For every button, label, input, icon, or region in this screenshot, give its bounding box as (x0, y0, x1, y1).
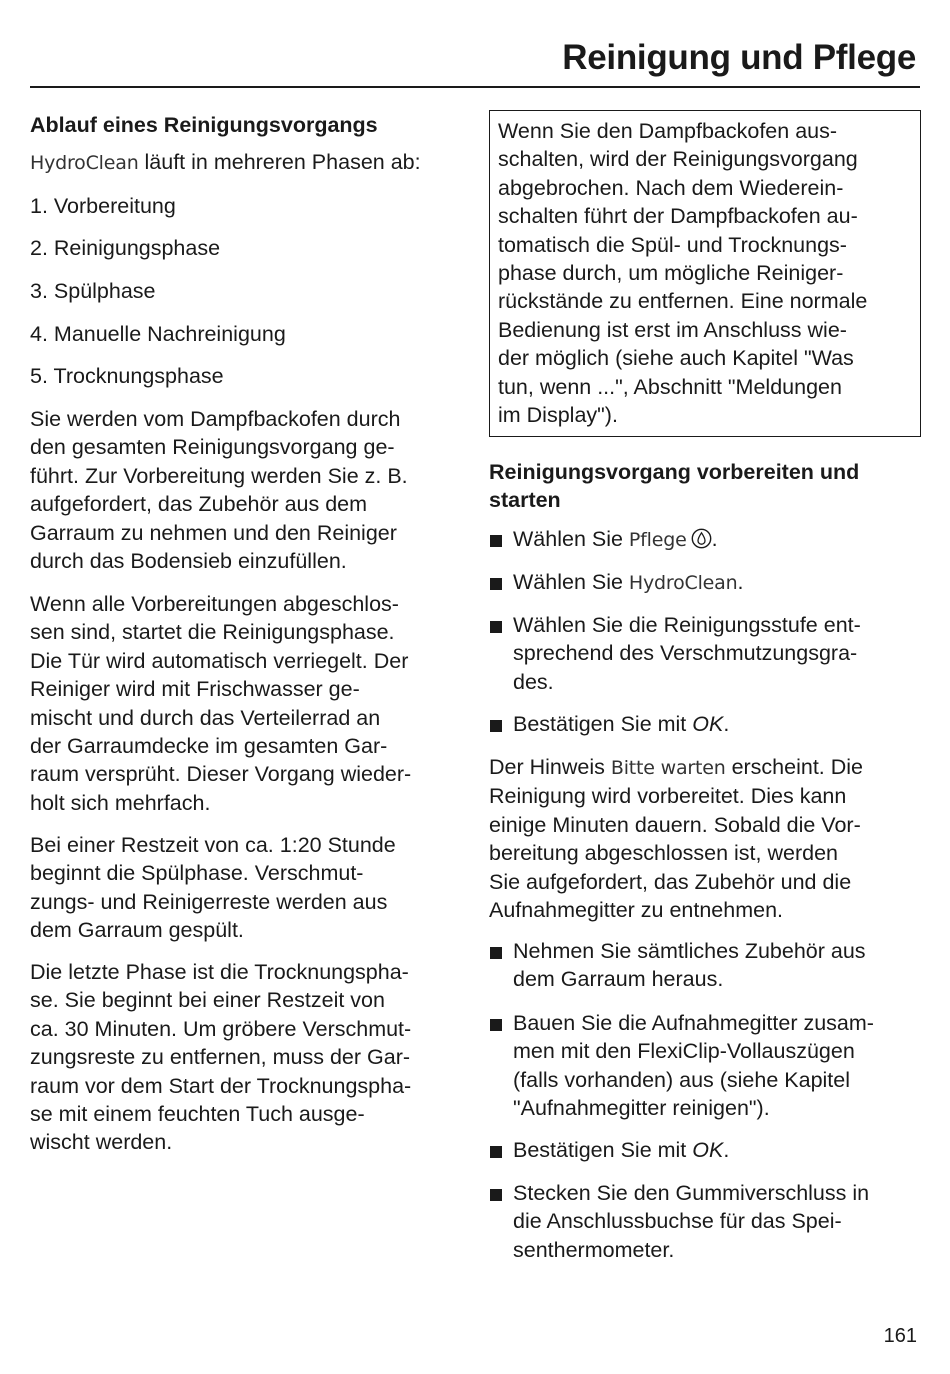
text-line: mischt und durch das Verteilerrad an (30, 705, 381, 730)
text-line: die Anschlussbuchse für das Spei- (513, 1209, 842, 1234)
paragraph-cleaning-phase (30, 590, 411, 817)
text-line: zungsreste zu entfernen, muss der Gar- (30, 1045, 411, 1070)
text-line: abgebrochen. Nach dem Wiederein- (498, 175, 844, 200)
paragraph-please-wait (489, 753, 863, 924)
bullet-square-icon (490, 1189, 502, 1201)
page-title: Reinigung und Pflege (562, 38, 916, 77)
bullet-remove-runners (489, 1009, 874, 1123)
text-span: Bestätigen Sie mit (513, 712, 693, 736)
note-box (489, 110, 921, 437)
bullet-square-icon (490, 720, 502, 732)
bullet-select-care (489, 525, 718, 554)
text-line: holt sich mehrfach. (30, 790, 211, 815)
intro-text: läuft in mehreren Phasen ab: (138, 150, 421, 174)
text-span: Wählen Sie (513, 570, 629, 594)
care-symbol-icon (691, 528, 712, 549)
heading-line: Reinigungsvorgang vorbereiten und (489, 460, 860, 484)
paragraph-rinse-phase (30, 831, 396, 945)
text-line: führt. Zur Vorbereitung werden Sie z. B. (30, 463, 408, 488)
display-text-pflege: Pflege (628, 529, 687, 551)
text-line: sprechend des Verschmutzungsgra- (513, 641, 858, 666)
section-heading-procedure: Ablauf eines Reinigungsvorgangs (30, 113, 378, 137)
text-span: . (711, 527, 718, 551)
section-heading-prepare (489, 458, 859, 515)
bullet-text (513, 568, 743, 597)
text-line: dem Garraum heraus. (513, 967, 724, 992)
text-span: erscheint. Die (725, 755, 864, 779)
text-line: schalten, wird der Reinigungsvorgang (498, 147, 858, 172)
text-line: raum versprüht. Dieser Vorgang wieder- (30, 762, 412, 787)
bullet-remove-accessories (489, 937, 866, 994)
bullet-select-hydroclean (489, 568, 743, 597)
paragraph-drying-phase (30, 958, 411, 1157)
bullet-confirm-ok-2 (489, 1136, 729, 1164)
text-line: Bei einer Restzeit von ca. 1:20 Stunde (30, 833, 396, 857)
text-line: Reinigung wird vorbereitet. Dies kann (489, 784, 847, 809)
bullet-select-level (489, 611, 861, 696)
text-line: Bedienung ist erst im Anschluss wie- (498, 317, 847, 342)
display-text-bitte-warten: Bitte warten (610, 757, 726, 779)
text-line: bereitung abgeschlossen ist, werden (489, 841, 838, 866)
text-line: einige Minuten dauern. Sobald die Vor- (489, 812, 861, 837)
paragraph-guidance (30, 405, 408, 575)
text-line: tomatisch die Spül- und Trocknungs- (498, 232, 847, 257)
text-line: Stecken Sie den Gummiverschluss in (513, 1181, 870, 1205)
text-line: dem Garraum gespült. (30, 918, 244, 943)
text-line: se. Sie beginnt bei einer Restzeit von (30, 988, 385, 1013)
text-line: tun, wenn ...", Abschnitt "Meldungen (498, 374, 842, 399)
bullet-text (513, 525, 718, 554)
text-line: raum vor dem Start der Trocknungspha- (30, 1073, 412, 1098)
bullet-text (513, 1136, 729, 1164)
bullet-square-icon (490, 947, 502, 959)
text-span: Der Hinweis (489, 755, 611, 779)
step-3: 3. Spülphase (30, 279, 156, 303)
text-span: Wählen Sie (513, 527, 629, 551)
text-line: Wenn Sie den Dampfbackofen aus- (498, 119, 838, 143)
text-line: beginnt die Spülphase. Verschmut- (30, 861, 364, 886)
bullet-square-icon (490, 621, 502, 633)
bullet-square-icon (490, 1019, 502, 1031)
bullet-insert-plug (489, 1179, 869, 1264)
text-line: Sie werden vom Dampfbackofen durch (30, 407, 401, 431)
display-text-hydroclean: HydroClean (30, 152, 139, 174)
text-line: senthermometer. (513, 1237, 675, 1262)
text-line: im Display"). (498, 403, 618, 428)
text-line: Die Tür wird automatisch verriegelt. Der (30, 648, 409, 673)
header-rule (30, 86, 920, 88)
step-1: 1. Vorbereitung (30, 194, 176, 218)
text-span: Bestätigen Sie mit (513, 1138, 693, 1162)
text-line: schalten führt der Dampfbackofen au- (498, 204, 858, 229)
text-span: . (737, 570, 744, 594)
page-number: 161 (883, 1325, 917, 1347)
text-line: wischt werden. (30, 1130, 173, 1155)
text-span: . (723, 1138, 730, 1162)
text-line: Wählen Sie die Reinigungsstufe ent- (513, 613, 861, 637)
text-line: Die letzte Phase ist die Trocknungspha- (30, 960, 409, 984)
step-2: 2. Reinigungsphase (30, 236, 221, 260)
text-line: phase durch, um mögliche Reiniger- (498, 261, 844, 286)
text-line: Aufnahmegitter zu entnehmen. (489, 898, 784, 923)
text-line: durch das Bodensieb einzufüllen. (30, 549, 347, 574)
text-line: Garraum zu nehmen und den Reiniger (30, 520, 397, 545)
text-span: . (723, 712, 730, 736)
step-4: 4. Manuelle Nachreinigung (30, 322, 286, 346)
text-line: Reiniger wird mit Frischwasser ge- (30, 677, 360, 702)
ok-key-label: OK (692, 1138, 724, 1162)
text-line: der Garraumdecke im gesamten Gar- (30, 734, 388, 759)
text-line (489, 753, 863, 782)
text-line: aufgefordert, das Zubehör aus dem (30, 492, 368, 517)
intro-line (30, 148, 421, 177)
heading-line: starten (489, 488, 561, 513)
text-line: rückstände zu entfernen. Eine normale (498, 289, 868, 314)
text-line: ca. 30 Minuten. Um gröbere Verschmut- (30, 1016, 412, 1041)
text-line: des. (513, 669, 554, 694)
text-line: (falls vorhanden) aus (siehe Kapitel (513, 1067, 851, 1092)
text-line: Sie aufgefordert, das Zubehör und die (489, 869, 852, 894)
bullet-confirm-ok (489, 710, 729, 738)
ok-key-label: OK (692, 712, 724, 736)
step-5: 5. Trocknungsphase (30, 364, 224, 388)
text-line: sen sind, startet die Reinigungsphase. (30, 620, 395, 645)
text-line: zungs- und Reinigerreste werden aus (30, 889, 388, 914)
text-line: den gesamten Reinigungsvorgang ge- (30, 435, 395, 460)
text-line: men mit den FlexiClip-Vollauszügen (513, 1039, 855, 1064)
bullet-square-icon (490, 535, 502, 547)
bullet-text (513, 710, 729, 738)
display-text-hydroclean: HydroClean (628, 572, 738, 594)
text-line: der möglich (siehe auch Kapitel "Was (498, 346, 854, 371)
bullet-square-icon (490, 1146, 502, 1158)
text-line: se mit einem feuchten Tuch ausge- (30, 1102, 365, 1127)
bullet-square-icon (490, 578, 502, 590)
text-line: Nehmen Sie sämtliches Zubehör aus (513, 939, 866, 963)
text-line: Bauen Sie die Aufnahmegitter zusam- (513, 1011, 874, 1035)
text-line: Wenn alle Vorbereitungen abgeschlos- (30, 592, 399, 616)
text-line: "Aufnahmegitter reinigen"). (513, 1096, 770, 1121)
